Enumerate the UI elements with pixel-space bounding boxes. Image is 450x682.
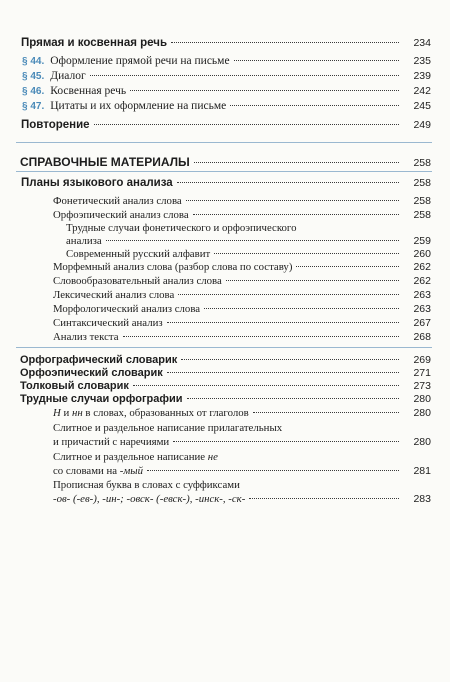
- toc-item-lexical[interactable]: [0, 289, 450, 301]
- section-title: Повторение: [21, 119, 90, 131]
- page-number: 262: [413, 275, 431, 287]
- toc-orthoepic-dictionary[interactable]: [0, 367, 450, 379]
- page-number: 234: [413, 37, 431, 49]
- toc-item-text-analysis[interactable]: [0, 331, 450, 343]
- item-title: анализа: [66, 235, 102, 247]
- page-number: 239: [413, 70, 431, 82]
- page-number: 268: [413, 331, 431, 343]
- item-title: Лексический анализ слова: [53, 289, 175, 301]
- leader-dots: [106, 240, 399, 241]
- item-title: Орфоэпический анализ слова: [53, 209, 189, 221]
- page-number: 280: [413, 407, 431, 419]
- item-text: Слитное и раздельное написание: [53, 451, 208, 463]
- leader-dots: [193, 214, 399, 215]
- page-number: 273: [413, 380, 431, 392]
- leader-dots: [296, 266, 399, 267]
- toc-spelling-dictionary[interactable]: [0, 354, 450, 366]
- leader-dots: [130, 90, 399, 91]
- page-number: 269: [413, 354, 431, 366]
- leader-dots: [249, 498, 399, 499]
- page-number: 258: [413, 157, 431, 169]
- leader-dots: [133, 385, 399, 386]
- divider: [16, 347, 432, 348]
- leader-dots: [234, 60, 399, 61]
- toc-item-word-formation[interactable]: [0, 275, 450, 287]
- page-number: 258: [413, 209, 431, 221]
- page-number: 245: [413, 100, 431, 112]
- page-number: 242: [413, 85, 431, 97]
- item-text: в словах, образованных от глаголов: [82, 407, 249, 419]
- section-title: Орфоэпический словарик: [20, 367, 163, 379]
- page-number: 260: [413, 248, 431, 260]
- page-number: 263: [413, 303, 431, 315]
- toc-item-hard-phonetic-line1: Трудные случаи фонетического и орфоэпического: [66, 222, 297, 234]
- toc-case-adj-adv-line1: Слитное и раздельное написание прилагательных: [53, 422, 283, 434]
- leader-dots: [171, 42, 399, 43]
- page-number: 281: [413, 465, 431, 477]
- section-title: Орфографический словарик: [20, 354, 178, 366]
- item-italic: Н: [53, 407, 61, 419]
- toc-case-capital[interactable]: [0, 493, 450, 505]
- item-title: Морфологический анализ слова: [53, 303, 201, 315]
- page-number: 280: [413, 393, 431, 405]
- item-title: Анализ текста: [53, 331, 119, 343]
- leader-dots: [214, 253, 399, 254]
- toc-item-orthoepic[interactable]: [0, 209, 450, 221]
- item-title: Синтаксический анализ: [53, 317, 163, 329]
- page-number: 235: [413, 55, 431, 67]
- toc-item-morphological[interactable]: [0, 303, 450, 315]
- toc-item-phonetic[interactable]: [0, 195, 450, 207]
- item-text: со словами на: [53, 465, 120, 477]
- toc-section-reference[interactable]: [0, 155, 450, 169]
- leader-dots: [253, 412, 399, 413]
- page-number: 263: [413, 289, 431, 301]
- item-title: Современный русский алфавит: [66, 248, 211, 260]
- item-title: Морфемный анализ слова (разбор слова по составу): [53, 261, 293, 273]
- toc-section-review[interactable]: [0, 119, 450, 131]
- leader-dots: [147, 470, 399, 471]
- toc-item-hard-phonetic[interactable]: [0, 235, 450, 247]
- item-title: и причастий с наречиями: [53, 436, 170, 448]
- page-number: 258: [413, 195, 431, 207]
- toc-section-direct-speech[interactable]: [0, 37, 450, 49]
- toc-paragraph-44[interactable]: [0, 55, 450, 67]
- leader-dots: [194, 162, 399, 163]
- toc-case-ne-line1: [53, 451, 218, 463]
- leader-dots: [226, 280, 399, 281]
- paragraph-number: § 46.: [22, 86, 45, 97]
- toc-item-alphabet[interactable]: [0, 248, 450, 260]
- toc-section-analysis-plans[interactable]: [0, 177, 450, 189]
- leader-dots: [230, 105, 399, 106]
- leader-dots: [167, 372, 399, 373]
- toc-case-adj-adv[interactable]: [0, 436, 450, 448]
- toc-explanatory-dictionary[interactable]: [0, 380, 450, 392]
- toc-hard-spelling-cases[interactable]: [0, 393, 450, 405]
- leader-dots: [204, 308, 399, 309]
- divider: [16, 171, 432, 172]
- item-italic: нн: [72, 407, 83, 419]
- section-title: Толковый словарик: [20, 380, 129, 392]
- leader-dots: [178, 294, 399, 295]
- item-title: Фонетический анализ слова: [53, 195, 182, 207]
- paragraph-title: Диалог: [50, 70, 86, 82]
- toc-item-syntactic[interactable]: [0, 317, 450, 329]
- page-number: 271: [413, 367, 431, 379]
- section-title: СПРАВОЧНЫЕ МАТЕРИАЛЫ: [20, 155, 190, 169]
- item-italic: -ов- (-ев-), -ин-; -овск- (-евск-), -инск-, -ск-: [53, 493, 246, 505]
- toc-paragraph-46[interactable]: [0, 85, 450, 97]
- toc-case-n-nn[interactable]: [0, 407, 450, 419]
- leader-dots: [186, 200, 399, 201]
- toc-paragraph-47[interactable]: [0, 100, 450, 112]
- page-number: 249: [413, 119, 431, 131]
- leader-dots: [94, 124, 399, 125]
- section-title: Прямая и косвенная речь: [21, 37, 168, 49]
- leader-dots: [123, 336, 399, 337]
- section-title: Планы языкового анализа: [21, 177, 173, 189]
- leader-dots: [167, 322, 399, 323]
- paragraph-number: § 44.: [22, 56, 45, 67]
- paragraph-title: Оформление прямой речи на письме: [50, 55, 230, 67]
- toc-case-capital-line1: Прописная буква в словах с суффиксами: [53, 479, 240, 491]
- page-number: 267: [413, 317, 431, 329]
- page-number: 258: [413, 177, 431, 189]
- paragraph-number: § 47.: [22, 101, 45, 112]
- leader-dots: [187, 398, 399, 399]
- leader-dots: [90, 75, 399, 76]
- page-number: 280: [413, 436, 431, 448]
- paragraph-number: § 45.: [22, 71, 45, 82]
- divider: [16, 142, 432, 143]
- item-title: Словообразовательный анализ слова: [53, 275, 222, 287]
- page-number: 259: [413, 235, 431, 247]
- item-italic: -мый: [119, 465, 143, 477]
- item-text: и: [60, 407, 72, 419]
- toc-paragraph-45[interactable]: [0, 70, 450, 82]
- toc-case-ne[interactable]: [0, 465, 450, 477]
- leader-dots: [177, 182, 399, 183]
- page-number: 283: [413, 493, 431, 505]
- toc-item-morphemic[interactable]: [0, 261, 450, 273]
- item-italic: не: [207, 451, 218, 463]
- paragraph-title: Косвенная речь: [50, 85, 127, 97]
- page-number: 262: [413, 261, 431, 273]
- paragraph-title: Цитаты и их оформление на письме: [50, 100, 227, 112]
- leader-dots: [181, 359, 399, 360]
- section-title: Трудные случаи орфографии: [20, 393, 183, 405]
- leader-dots: [173, 441, 399, 442]
